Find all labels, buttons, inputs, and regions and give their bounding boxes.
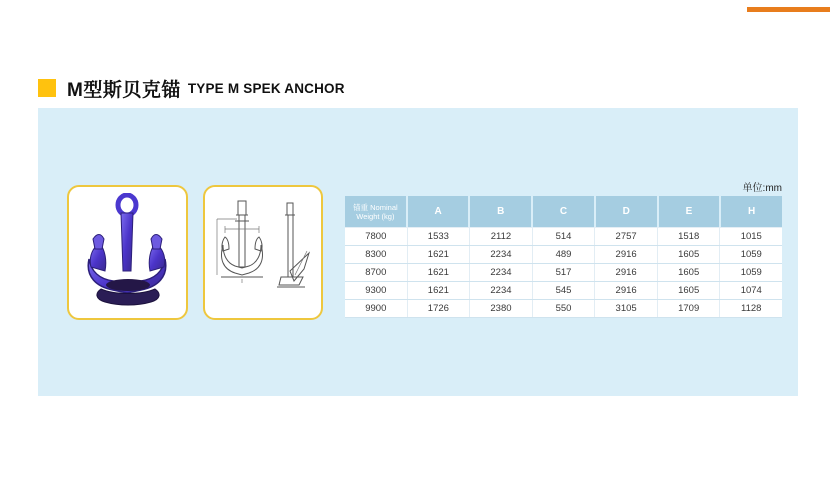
col-header-weight: 锚重 Nominal Weight (kg) [345, 196, 406, 227]
col-header-a: A [408, 196, 469, 227]
top-accent-bar [747, 7, 830, 12]
table-row: 9300 1621 2234 545 2916 1605 1074 [345, 282, 782, 300]
table-header-row [345, 196, 782, 227]
anchor-drawing [211, 193, 315, 313]
table-body [345, 227, 782, 318]
unit-note: 单位:mm [742, 183, 782, 194]
col-header-c: C [533, 196, 594, 227]
table-row: 7800 1533 2112 514 2757 1518 1015 [345, 227, 782, 246]
anchor-photo-box [67, 185, 188, 320]
table-row: 8700 1621 2234 517 2916 1605 1059 [345, 264, 782, 282]
col-header-e: E [659, 196, 720, 227]
content-panel [38, 108, 798, 396]
title-bullet-icon [38, 79, 56, 97]
spec-table [345, 196, 782, 318]
col-header-d: D [596, 196, 657, 227]
table-row: 8300 1621 2234 489 2916 1605 1059 [345, 246, 782, 264]
table-row: 9900 1726 2380 550 3105 1709 1128 [345, 300, 782, 318]
page-title [38, 76, 345, 100]
title-chinese: M型斯贝克锚 [67, 79, 181, 101]
anchor-photo [75, 193, 180, 313]
col-header-b: B [470, 196, 531, 227]
title-english: TYPE M SPEK ANCHOR [187, 80, 345, 96]
col-header-h: H [721, 196, 782, 227]
anchor-drawing-box [203, 185, 323, 320]
